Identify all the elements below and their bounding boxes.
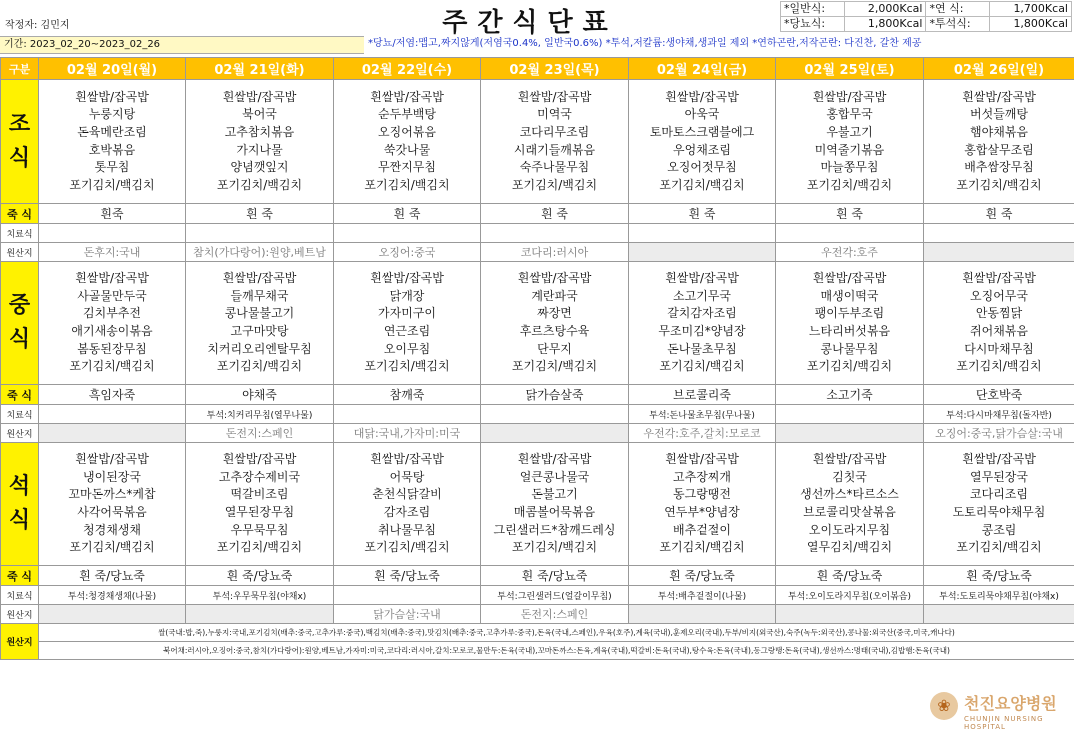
dish-item: 배추겉절이 — [673, 522, 731, 537]
meal-cell — [186, 80, 334, 204]
porridge-cell: 흰 죽 — [334, 204, 481, 224]
dish-item: 쑥갓나물 — [383, 142, 431, 157]
meal-cell — [39, 80, 186, 204]
porridge-cell: 참깨죽 — [334, 385, 481, 405]
dish-item: 흰쌀밥/잡곡밥 — [665, 271, 739, 286]
dish-item: 흰쌀밥/잡곡밥 — [370, 452, 444, 467]
dish-item: 오징어볶음 — [378, 124, 436, 139]
corner-label: 구분 — [1, 58, 39, 80]
dish-item: 매생이떡국 — [820, 288, 879, 303]
dish-item: 오징어젓무침 — [667, 160, 737, 175]
dish-item: 포기김치/백김치 — [216, 177, 303, 192]
dish-item: 시래기들깨볶음 — [513, 142, 596, 157]
dish-item: 홍합살무조림 — [964, 142, 1034, 157]
kcal-value: 1,700Kcal — [990, 2, 1072, 17]
porridge-cell: 야채죽 — [186, 385, 334, 405]
therapy-cell — [186, 224, 334, 243]
dish-item: 고추장찌개 — [673, 469, 731, 484]
origin-cell: 닭가슴살:국내 — [334, 605, 481, 624]
dish-item: 햄야채볶음 — [970, 124, 1028, 139]
dish-item: 흰쌀밥/잡곡밥 — [370, 89, 444, 104]
dish-item: 동그랑땡전 — [673, 487, 731, 502]
origin-cell — [776, 605, 924, 624]
porridge-cell: 흰 죽 — [481, 204, 629, 224]
therapy-cell: 투석:오이도라지무침(오이볶음) — [776, 586, 924, 605]
porridge-label: 죽 식 — [1, 385, 39, 405]
dish-item: 가지나물 — [236, 142, 283, 157]
therapy-cell: 투석:도토리묵야채무침(야채x) — [924, 586, 1074, 605]
dish-item: 춘천식닭갈비 — [372, 487, 442, 502]
kcal-label: *일반식: — [781, 2, 845, 17]
dish-item: 감자조림 — [383, 505, 431, 519]
dish-item: 김치부추전 — [83, 306, 141, 321]
dish-item: 흰쌀밥/잡곡밥 — [812, 89, 887, 104]
origin-cell: 돈전지:스페인 — [186, 424, 334, 443]
porridge-cell: 흰 죽/당뇨죽 — [334, 566, 481, 586]
dish-item: 코다리조림 — [970, 487, 1028, 502]
dish-item: 오이무침 — [383, 341, 431, 356]
porridge-cell: 흑임자죽 — [39, 385, 186, 405]
porridge-label: 죽 식 — [1, 566, 39, 586]
dish-item: 포기김치/백김치 — [956, 177, 1042, 192]
meal-cell — [924, 80, 1074, 204]
origin-cell — [924, 243, 1074, 262]
dish-item: 포기김치/백김치 — [69, 177, 155, 192]
dish-item: 열무김치/백김치 — [806, 540, 893, 555]
dish-item: 흰쌀밥/잡곡밥 — [517, 271, 592, 286]
dish-item: 미역국 — [537, 107, 572, 122]
meal-cell — [481, 443, 629, 566]
origin-cell — [776, 424, 924, 443]
dish-item: 흰쌀밥/잡곡밥 — [962, 452, 1036, 467]
dish-item: 무짠지무침 — [378, 160, 436, 175]
therapy-cell — [924, 224, 1074, 243]
dish-item: 청경채생채 — [83, 522, 141, 537]
dish-item: 고추참치볶음 — [224, 124, 295, 139]
dish-item: 생선까스*타르소스 — [800, 487, 899, 502]
therapy-cell — [39, 405, 186, 424]
meal-cell — [776, 80, 924, 204]
porridge-cell: 흰 죽 — [776, 204, 924, 224]
origin-cell — [186, 605, 334, 624]
dish-item: 오징어무국 — [970, 288, 1028, 303]
dish-item: 돈불고기 — [531, 487, 578, 502]
origin-cell — [39, 424, 186, 443]
dish-item: 흰쌀밥/잡곡밥 — [75, 89, 149, 104]
therapy-cell — [481, 224, 629, 243]
footer-origin-line: 북어채:러시아,오징어:중국,참치(가다랑어):원양,베트남,가자미:미국,코다리:러시아,갈치:모로코,물만두:돈육(국내),꼬마돈까스:돈육,계육(국내),떡갈비:돈육(국내),탕수육:돈육(국내),동그랑땡:돈육(국내),생선까스:명태(국내),김밥햄:돈육(국내) — [39, 642, 1074, 660]
dish-item: 콩나물불고기 — [224, 306, 295, 321]
dish-item: 얼큰콩나물국 — [519, 469, 590, 484]
dish-item: 무조미김*양념장 — [658, 324, 746, 338]
day-header: 02월 20일(월) — [39, 58, 186, 80]
dish-item: 콩조림 — [981, 522, 1017, 537]
origin-cell: 돈후지:국내 — [39, 243, 186, 262]
dish-item: 포기김치/백김치 — [69, 359, 155, 374]
dish-item: 고구마맛탕 — [230, 324, 289, 338]
origin-cell: 돈전지:스페인 — [481, 605, 629, 624]
therapy-cell — [39, 224, 186, 243]
dish-item: 팽이두부조림 — [814, 306, 885, 321]
therapy-label: 치료식 — [1, 224, 39, 243]
origin-label: 원산지 — [1, 605, 39, 624]
dish-item: 포기김치/백김치 — [956, 359, 1042, 374]
day-header: 02월 22일(수) — [334, 58, 481, 80]
therapy-cell: 투석:치커리무침(열무나물) — [186, 405, 334, 424]
dish-item: 숙주나물무침 — [519, 160, 590, 175]
dish-item: 홍합무국 — [826, 107, 873, 122]
porridge-cell: 흰 죽 — [924, 204, 1074, 224]
dish-item: 미역줄기볶음 — [814, 142, 885, 157]
dish-item: 흰쌀밥/잡곡밥 — [517, 89, 592, 104]
footer-origin-label: 원산지 — [1, 624, 39, 660]
therapy-cell: 투석:그린샐러드(얼갈이무침) — [481, 586, 629, 605]
origin-cell — [629, 605, 776, 624]
origin-cell — [924, 605, 1074, 624]
dish-item: 포기김치/백김치 — [806, 177, 893, 192]
dish-item: 포기김치/백김치 — [659, 359, 745, 374]
dish-item: 계란파국 — [531, 288, 578, 303]
dish-item: 들깨무채국 — [230, 288, 289, 303]
meal-cell — [776, 443, 924, 566]
therapy-label: 치료식 — [1, 405, 39, 424]
origin-cell: 오징어:중국 — [334, 243, 481, 262]
therapy-cell: 투석:돈나물초무침(무나물) — [629, 405, 776, 424]
porridge-cell: 흰 죽 — [629, 204, 776, 224]
dish-item: 김칫국 — [832, 469, 867, 484]
dish-item: 흰쌀밥/잡곡밥 — [222, 452, 297, 467]
dish-item: 흰쌀밥/잡곡밥 — [222, 89, 297, 104]
dish-item: 어묵탕 — [389, 469, 425, 484]
dish-item: 느타리버섯볶음 — [808, 324, 891, 338]
dish-item: 아욱국 — [684, 107, 720, 122]
porridge-cell: 흰 죽/당뇨죽 — [481, 566, 629, 586]
dish-item: 열무된장국 — [970, 469, 1028, 484]
therapy-cell: 투석:배추겉절이(나물) — [629, 586, 776, 605]
dish-item: 흰쌀밥/잡곡밥 — [75, 452, 149, 467]
dish-item: 포기김치/백김치 — [364, 540, 450, 555]
dish-item: 우불고기 — [826, 124, 873, 139]
therapy-cell: 투석:다시마채무침(돌자반) — [924, 405, 1074, 424]
dish-item: 후르츠탕수육 — [519, 324, 590, 338]
dish-item: 꼬마돈까스*케찹 — [68, 487, 156, 502]
dish-item: 사각어묵볶음 — [77, 505, 147, 519]
dish-item: 포기김치/백김치 — [364, 359, 450, 374]
porridge-cell: 닭가슴살죽 — [481, 385, 629, 405]
dish-item: 마늘쫑무침 — [820, 160, 879, 175]
meal-cell — [39, 443, 186, 566]
dish-item: 콩나물무침 — [820, 341, 879, 356]
dish-item: 매콤볼어묵볶음 — [513, 505, 596, 519]
dish-item: 그린샐러드*참깨드레싱 — [493, 522, 616, 537]
meal-cell — [924, 443, 1074, 566]
header — [0, 0, 1074, 58]
dish-item: 소고기무국 — [673, 288, 731, 303]
meal-cell — [629, 262, 776, 385]
meal-cell — [334, 262, 481, 385]
meal-cell — [776, 262, 924, 385]
meal-cell — [334, 80, 481, 204]
dish-item: 고추장수제비국 — [218, 469, 301, 484]
dish-item: 북어국 — [242, 107, 277, 122]
porridge-cell: 흰 죽/당뇨죽 — [39, 566, 186, 586]
dish-item: 브로콜리맛살볶음 — [803, 505, 896, 519]
dish-item: 흰쌀밥/잡곡밥 — [812, 452, 887, 467]
dish-item: 흰쌀밥/잡곡밥 — [812, 271, 887, 286]
dish-item: 배추쌈장무침 — [964, 160, 1034, 175]
dish-item: 짜장면 — [537, 306, 572, 321]
dish-item: 갈치감자조림 — [667, 306, 737, 321]
therapy-cell: 투석:청경채생채(나물) — [39, 586, 186, 605]
period-label: 기간: 2023_02_20~2023_02_26 — [0, 36, 364, 54]
porridge-cell: 흰죽 — [39, 204, 186, 224]
dish-item: 토마토스크램블에그 — [649, 124, 755, 139]
dish-item: 포기김치/백김치 — [216, 359, 303, 374]
porridge-cell: 흰 죽/당뇨죽 — [776, 566, 924, 586]
dish-item: 돈나물초무침 — [667, 341, 737, 356]
therapy-cell — [481, 405, 629, 424]
day-header: 02월 25일(토) — [776, 58, 924, 80]
dish-item: 흰쌀밥/잡곡밥 — [665, 452, 739, 467]
origin-cell: 코다리:러시아 — [481, 243, 629, 262]
dish-item: 흰쌀밥/잡곡밥 — [962, 271, 1036, 286]
porridge-cell: 흰 죽/당뇨죽 — [186, 566, 334, 586]
meal-cell — [334, 443, 481, 566]
porridge-cell: 흰 죽 — [186, 204, 334, 224]
kcal-label: *투석식: — [926, 17, 990, 32]
dish-item: 코다리무조림 — [519, 124, 590, 139]
dish-item: 도토리묵야채무침 — [952, 505, 1046, 519]
therapy-cell — [629, 224, 776, 243]
calorie-table — [780, 1, 1072, 32]
hospital-logo — [930, 690, 1072, 731]
dish-item: 흰쌀밥/잡곡밥 — [75, 271, 149, 286]
therapy-cell — [776, 224, 924, 243]
meal-cell — [186, 443, 334, 566]
porridge-cell: 흰 죽/당뇨죽 — [629, 566, 776, 586]
meal-cell — [629, 80, 776, 204]
dish-item: 포기김치/백김치 — [659, 177, 745, 192]
dish-item: 연두부*양념장 — [664, 505, 740, 519]
dish-item: 흰쌀밥/잡곡밥 — [665, 89, 739, 104]
meal-cell — [186, 262, 334, 385]
dish-item: 흰쌀밥/잡곡밥 — [222, 271, 297, 286]
meal-cell — [629, 443, 776, 566]
porridge-label: 죽 식 — [1, 204, 39, 224]
kcal-value: 2,000Kcal — [844, 2, 926, 17]
dish-item: 치커리오리엔탈무침 — [207, 341, 312, 356]
dish-item: 포기김치/백김치 — [69, 540, 155, 555]
dish-item: 연근조림 — [383, 324, 431, 338]
kcal-label: *연 식: — [926, 2, 990, 17]
kcal-value: 1,800Kcal — [990, 17, 1072, 32]
dish-item: 버섯들깨탕 — [970, 107, 1028, 122]
dish-item: 쥐어채볶음 — [970, 324, 1028, 338]
origin-cell — [39, 605, 186, 624]
logo-sub: CHUNJIN NURSING HOSPITAL — [964, 715, 1044, 731]
page-title: 주간식단표 — [442, 8, 618, 38]
dish-item: 애기새송이볶음 — [71, 324, 153, 338]
day-header: 02월 24일(금) — [629, 58, 776, 80]
dish-item: 가자미구이 — [378, 306, 436, 321]
dish-item: 오이도라지무침 — [808, 522, 891, 537]
origin-label: 원산지 — [1, 424, 39, 443]
dish-item: 안동찜닭 — [975, 306, 1023, 321]
therapy-cell — [334, 405, 481, 424]
dish-item: 톳무침 — [94, 160, 130, 175]
meal-label-breakfast: 조 식 — [1, 80, 39, 204]
dish-item: 포기김치/백김치 — [216, 540, 303, 555]
dish-item: 돈육메란조림 — [77, 124, 147, 139]
meal-label-lunch: 중 식 — [1, 262, 39, 385]
dish-item: 우엉채조림 — [673, 142, 731, 157]
dish-item: 포기김치/백김치 — [511, 177, 598, 192]
origin-cell — [629, 243, 776, 262]
dish-item: 양념깻잎지 — [230, 160, 289, 175]
meal-cell — [481, 80, 629, 204]
therapy-cell — [334, 224, 481, 243]
dish-item: 봄동된장무침 — [77, 341, 147, 356]
dish-item: 흰쌀밥/잡곡밥 — [370, 271, 444, 286]
porridge-cell: 브로콜리죽 — [629, 385, 776, 405]
porridge-cell: 소고기죽 — [776, 385, 924, 405]
dish-item: 흰쌀밥/잡곡밥 — [517, 452, 592, 467]
therapy-cell — [334, 586, 481, 605]
porridge-cell: 단호박죽 — [924, 385, 1074, 405]
dish-item: 우무묵무침 — [230, 522, 289, 537]
dish-item: 냉이된장국 — [83, 469, 141, 484]
tree-icon: ❀ — [930, 692, 958, 720]
dish-item: 포기김치/백김치 — [659, 540, 745, 555]
footer-origin-line: 쌀(국내:밥,죽),누룽지:국내,포기김치(배추:중국,고추가루:중국),백김치(배추:중국),맛김치(배추:중국,고추가루:중국),돈육(국내,스페인),우육(호주),계육(국내),훈제오리(국내),두부/비지(외국산),숙주(녹두:외국산),콩나물:외국산(중국,미국,캐나다) — [39, 624, 1074, 642]
dish-item: 취나물무침 — [378, 522, 436, 537]
origin-cell: 대닭:국내,가자미:미국 — [334, 424, 481, 443]
therapy-cell — [776, 405, 924, 424]
dish-item: 포기김치/백김치 — [511, 359, 598, 374]
dish-item: 호박볶음 — [88, 142, 136, 157]
origin-cell: 우전각:호주,갈치:모로코 — [629, 424, 776, 443]
kcal-value: 1,800Kcal — [844, 17, 926, 32]
weekly-menu-table — [0, 57, 1074, 660]
therapy-cell: 투석:우무묵무침(야채x) — [186, 586, 334, 605]
dish-item: 포기김치/백김치 — [806, 359, 893, 374]
dish-item: 흰쌀밥/잡곡밥 — [962, 89, 1036, 104]
meal-label-dinner: 석 식 — [1, 443, 39, 566]
dish-item: 순두부백탕 — [378, 107, 436, 122]
diet-note: *당뇨/저염:맵고,짜지않게(저염국0.4%, 일반국0.6%) *투석,저칼륨:생야채,생과일 제외 *연하곤란,저작곤란: 다진찬, 갈찬 제공 — [368, 38, 922, 49]
dish-item: 닭개장 — [389, 288, 425, 303]
author-label: 작정자: 김민지 — [5, 20, 70, 31]
dish-item: 열무된장무침 — [224, 505, 295, 519]
origin-cell: 오징어:중국,닭가슴살:국내 — [924, 424, 1074, 443]
dish-item: 포기김치/백김치 — [364, 177, 450, 192]
dish-item: 사골물만두국 — [77, 288, 147, 303]
origin-cell: 참치(가다랑어):원양,베트남 — [186, 243, 334, 262]
therapy-label: 치료식 — [1, 586, 39, 605]
dish-item: 다시마채무침 — [964, 341, 1034, 356]
day-header: 02월 21일(화) — [186, 58, 334, 80]
day-header: 02월 26일(일) — [924, 58, 1074, 80]
logo-name: 천진요양병원 — [964, 694, 1057, 713]
dish-item: 포기김치/백김치 — [511, 540, 598, 555]
meal-cell — [924, 262, 1074, 385]
dish-item: 포기김치/백김치 — [956, 540, 1042, 555]
dish-item: 누룽지탕 — [88, 107, 136, 122]
origin-label: 원산지 — [1, 243, 39, 262]
meal-cell — [481, 262, 629, 385]
porridge-cell: 흰 죽/당뇨죽 — [924, 566, 1074, 586]
dish-item: 단무지 — [537, 341, 572, 356]
kcal-label: *당뇨식: — [781, 17, 845, 32]
day-header: 02월 23일(목) — [481, 58, 629, 80]
meal-cell — [39, 262, 186, 385]
origin-cell: 우전각:호주 — [776, 243, 924, 262]
origin-cell — [481, 424, 629, 443]
dish-item: 떡갈비조림 — [230, 487, 289, 502]
